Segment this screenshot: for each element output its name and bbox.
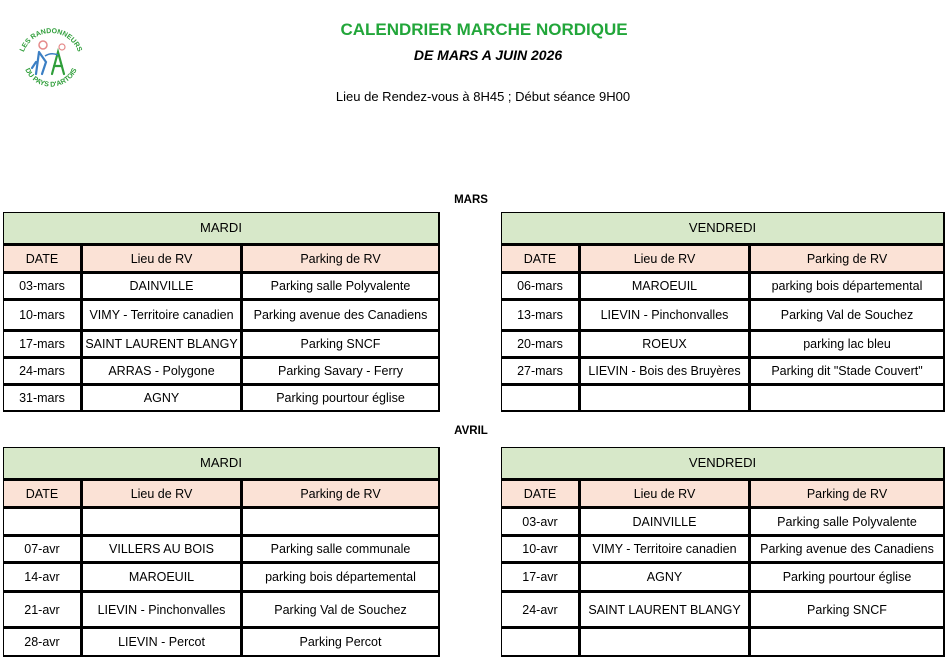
parking-cell: Parking salle Polyvalente bbox=[242, 273, 440, 300]
lieu-cell bbox=[580, 385, 750, 412]
lieu-cell: VILLERS AU BOIS bbox=[82, 536, 242, 563]
col-header-date: DATE bbox=[501, 480, 580, 508]
table-avril-mardi bbox=[3, 447, 440, 657]
parking-cell: Parking salle communale bbox=[242, 536, 440, 563]
parking-cell: Parking Val de Souchez bbox=[242, 592, 440, 628]
parking-cell: Parking avenue des Canadiens bbox=[242, 300, 440, 331]
table-row bbox=[501, 385, 945, 412]
col-header-date: DATE bbox=[3, 245, 82, 273]
parking-cell bbox=[242, 508, 440, 536]
date-cell: 06-mars bbox=[501, 273, 580, 300]
lieu-cell: MAROEUIL bbox=[82, 563, 242, 592]
date-cell: 13-mars bbox=[501, 300, 580, 331]
parking-cell: Parking SNCF bbox=[750, 592, 945, 628]
table-row bbox=[3, 300, 440, 331]
date-cell bbox=[501, 628, 580, 657]
date-cell: 28-avr bbox=[3, 628, 82, 657]
parking-cell: Parking pourtour église bbox=[242, 385, 440, 412]
date-cell: 07-avr bbox=[3, 536, 82, 563]
col-header-parking: Parking de RV bbox=[750, 245, 945, 273]
date-cell: 21-avr bbox=[3, 592, 82, 628]
parking-cell bbox=[750, 628, 945, 657]
date-cell: 24-avr bbox=[501, 592, 580, 628]
page-title: CALENDRIER MARCHE NORDIQUE bbox=[340, 20, 628, 39]
date-cell: 03-mars bbox=[3, 273, 82, 300]
lieu-cell: VIMY - Territoire canadien bbox=[82, 300, 242, 331]
col-header-lieu: Lieu de RV bbox=[580, 480, 750, 508]
parking-cell: Parking SNCF bbox=[242, 331, 440, 358]
col-header-lieu: Lieu de RV bbox=[82, 480, 242, 508]
parking-cell: Parking pourtour église bbox=[750, 563, 945, 592]
table-row bbox=[501, 300, 945, 331]
date-cell bbox=[3, 508, 82, 536]
lieu-cell: AGNY bbox=[82, 385, 242, 412]
lieu-cell: DAINVILLE bbox=[580, 508, 750, 536]
col-header-date: DATE bbox=[501, 245, 580, 273]
month-label-avril: AVRIL bbox=[454, 425, 488, 437]
lieu-cell bbox=[82, 508, 242, 536]
lieu-cell: SAINT LAURENT BLANGY bbox=[580, 592, 750, 628]
lieu-cell: LIEVIN - Pinchonvalles bbox=[82, 592, 242, 628]
lieu-cell: LIEVIN - Percot bbox=[82, 628, 242, 657]
lieu-cell: LIEVIN - Bois des Bruyères bbox=[580, 358, 750, 385]
lieu-cell: DAINVILLE bbox=[82, 273, 242, 300]
date-cell: 17-avr bbox=[501, 563, 580, 592]
date-cell: 20-mars bbox=[501, 331, 580, 358]
table-row bbox=[3, 273, 440, 300]
table-mars-mardi bbox=[3, 212, 440, 412]
table-row bbox=[3, 592, 440, 628]
day-header-vendredi: VENDREDI bbox=[501, 212, 945, 245]
meeting-info: Lieu de Rendez-vous à 8H45 ; Début séance 9H00 bbox=[335, 89, 631, 104]
lieu-cell: ROEUX bbox=[580, 331, 750, 358]
lieu-cell: SAINT LAURENT BLANGY bbox=[82, 331, 242, 358]
date-cell: 03-avr bbox=[501, 508, 580, 536]
parking-cell: Parking Val de Souchez bbox=[750, 300, 945, 331]
table-avril-vendredi bbox=[501, 447, 945, 657]
table-row bbox=[501, 273, 945, 300]
col-header-lieu: Lieu de RV bbox=[580, 245, 750, 273]
lieu-cell: AGNY bbox=[580, 563, 750, 592]
table-row bbox=[3, 563, 440, 592]
parking-cell bbox=[750, 385, 945, 412]
col-header-parking: Parking de RV bbox=[242, 245, 440, 273]
parking-cell: parking lac bleu bbox=[750, 331, 945, 358]
table-row bbox=[501, 331, 945, 358]
date-cell: 10-avr bbox=[501, 536, 580, 563]
lieu-cell bbox=[580, 628, 750, 657]
lieu-cell: VIMY - Territoire canadien bbox=[580, 536, 750, 563]
date-cell: 17-mars bbox=[3, 331, 82, 358]
svg-text:LES RANDONNEURS: LES RANDONNEURS bbox=[19, 27, 83, 53]
table-row bbox=[501, 592, 945, 628]
table-row bbox=[501, 563, 945, 592]
parking-cell: Parking Savary - Ferry bbox=[242, 358, 440, 385]
date-cell: 10-mars bbox=[3, 300, 82, 331]
date-cell bbox=[501, 385, 580, 412]
col-header-parking: Parking de RV bbox=[242, 480, 440, 508]
date-cell: 14-avr bbox=[3, 563, 82, 592]
col-header-date: DATE bbox=[3, 480, 82, 508]
table-row bbox=[3, 331, 440, 358]
lieu-cell: MAROEUIL bbox=[580, 273, 750, 300]
date-cell: 27-mars bbox=[501, 358, 580, 385]
table-row bbox=[501, 358, 945, 385]
table-row bbox=[501, 536, 945, 563]
col-header-parking: Parking de RV bbox=[750, 480, 945, 508]
date-cell: 31-mars bbox=[3, 385, 82, 412]
parking-cell: parking bois départemental bbox=[242, 563, 440, 592]
table-row bbox=[3, 628, 440, 657]
page-subtitle: DE MARS A JUIN 2026 bbox=[413, 47, 563, 63]
date-cell: 24-mars bbox=[3, 358, 82, 385]
parking-cell: parking bois départemental bbox=[750, 273, 945, 300]
lieu-cell: LIEVIN - Pinchonvalles bbox=[580, 300, 750, 331]
lieu-cell: ARRAS - Polygone bbox=[82, 358, 242, 385]
day-header-mardi: MARDI bbox=[3, 212, 440, 245]
col-header-lieu: Lieu de RV bbox=[82, 245, 242, 273]
svg-text:DU PAYS D'ARTOIS: DU PAYS D'ARTOIS bbox=[23, 67, 79, 89]
day-header-mardi: MARDI bbox=[3, 447, 440, 480]
table-row bbox=[3, 536, 440, 563]
table-row bbox=[501, 628, 945, 657]
table-row bbox=[3, 385, 440, 412]
month-label-mars: MARS bbox=[454, 194, 488, 206]
parking-cell: Parking dit "Stade Couvert" bbox=[750, 358, 945, 385]
day-header-vendredi: VENDREDI bbox=[501, 447, 945, 480]
table-row bbox=[3, 358, 440, 385]
parking-cell: Parking salle Polyvalente bbox=[750, 508, 945, 536]
table-mars-vendredi bbox=[501, 212, 945, 412]
parking-cell: Parking avenue des Canadiens bbox=[750, 536, 945, 563]
table-row bbox=[501, 508, 945, 536]
table-row bbox=[3, 508, 440, 536]
parking-cell: Parking Percot bbox=[242, 628, 440, 657]
